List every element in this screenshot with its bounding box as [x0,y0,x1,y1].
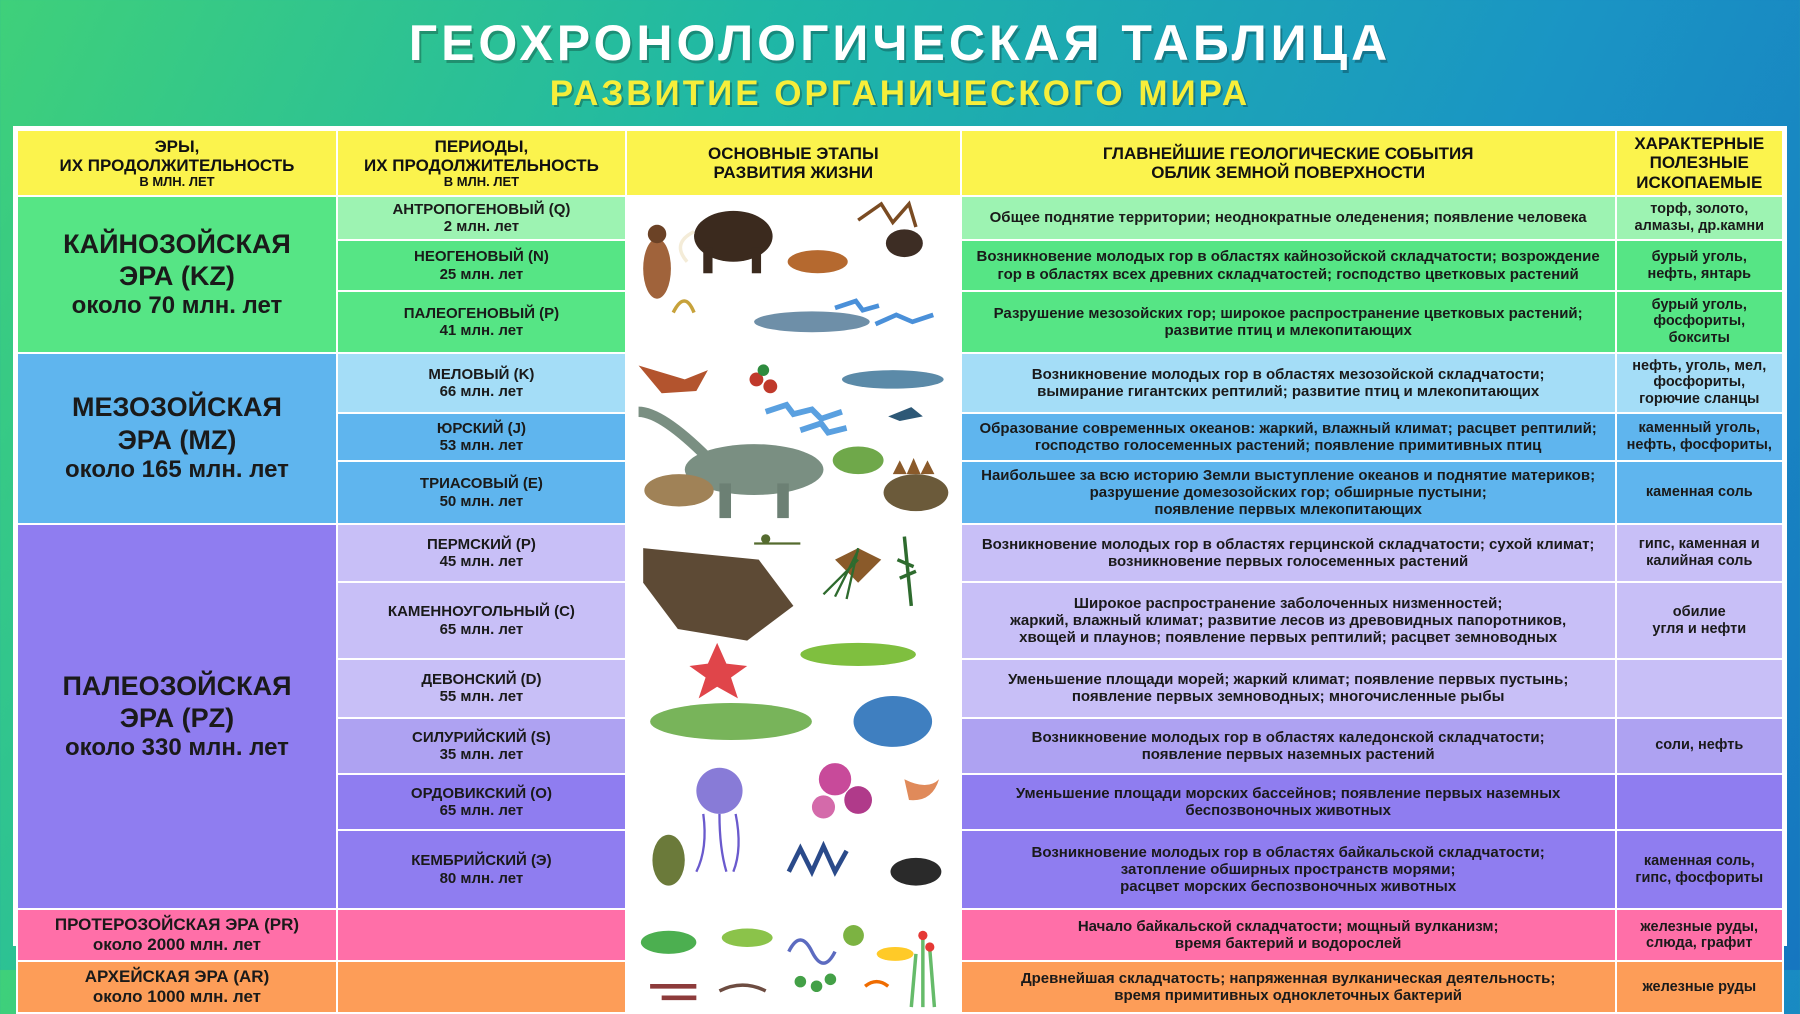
event-line: Наибольшее за всю историю Земли выступление океанов и поднятие материков; [981,466,1596,484]
paramecium-shape [641,931,696,954]
mineral-line: торф, золото, [1650,201,1749,218]
event-line: появление первых млекопитающих [1154,501,1422,519]
mineral-cell [1616,659,1783,718]
life-image-paleozoic [626,524,961,910]
period-duration: 66 млн. лет [439,382,524,400]
event-line: развитие птиц и млекопитающих [1164,321,1412,339]
header-periods-line1: ПЕРИОДЫ, [434,136,529,156]
event-line: затопление обширных пространств морями; [1120,861,1456,879]
period-cell [337,291,626,353]
jellyfish-shape [696,767,742,813]
era-ar-duration: около 1000 млн. лет [92,987,261,1007]
mineral-line: гипс, фосфориты [1635,869,1764,886]
header-events [961,130,1616,196]
era-cell-kz [17,196,337,353]
precambrian-microbes-illustration [627,910,960,1012]
header-minerals-line2: ПОЛЕЗНЫЕ [1649,153,1749,173]
period-cell [337,830,626,909]
period-cell [337,774,626,830]
event-line: появление первых наземных растений [1141,745,1435,763]
event-line: Возникновение молодых гор в областях каледонской складчатости; [1031,728,1545,746]
event-line: Начало байкальской складчатости; мощный вулканизм; [1077,917,1499,935]
header-life-line1: ОСНОВНЫЕ ЭТАПЫ [708,143,879,163]
mineral-cell [1616,240,1783,291]
event-cell [961,718,1616,774]
event-line: господство голосеменных растений; появление примитивных птиц [1034,437,1542,455]
coelacanth-shape [853,696,932,747]
mineral-line: бурый уголь, [1651,248,1747,265]
period-duration: 25 млн. лет [439,265,524,283]
event-line: Возникновение молодых гор в областях кайнозойской складчатости; возрождение [976,248,1600,266]
mineral-line: алмазы, др.камни [1634,218,1765,235]
period-cell-empty [337,909,626,961]
event-cell [961,524,1616,583]
caveman-shape [643,239,671,299]
mineral-cell [1616,961,1783,1013]
event-line: Разрушение мезозойских гор; широкое распространение цветковых растений; [993,304,1583,322]
period-duration: 80 млн. лет [439,869,524,887]
mineral-line: фосфориты, [1653,374,1746,391]
mineral-line: горючие сланцы [1639,391,1760,408]
mineral-cell [1616,291,1783,353]
mineral-line: обилие [1672,603,1726,620]
period-name: МЕЛОВЫЙ (K) [428,365,535,383]
event-line: разрушение домезозойских гор; обширные пустыни; [1089,483,1487,501]
event-line: появление первых земноводных; многочисленные рыбы [1071,688,1505,706]
mineral-line: каменная соль [1645,484,1753,501]
event-cell [961,291,1616,353]
header-minerals [1616,130,1783,196]
mineral-line: бурый уголь, [1651,296,1747,313]
era-cell-mz [17,353,337,524]
stegosaurus-shape [883,474,948,511]
event-line: время примитивных одноклеточных бактерий [1114,987,1463,1005]
mineral-line: нефть, фосфориты, [1626,437,1772,454]
header-eras-unit: В МЛН. ЛЕТ [139,173,215,189]
mineral-line: гипс, каменная и [1638,536,1760,553]
geochronology-table [16,129,1784,1014]
era-cell-pr [17,909,337,961]
header-minerals-line1: ХАРАКТЕРНЫЕ [1634,134,1765,154]
header-life [626,130,961,196]
period-name: ДЕВОНСКИЙ (D) [421,671,542,689]
geochronology-table-board [13,126,1787,1007]
event-line: Уменьшение площади морей; жаркий климат; появление первых пустынь; [1007,671,1569,689]
sea-reptile-shape [754,311,870,332]
era-cell-ar [17,961,337,1013]
period-duration: 35 млн. лет [439,745,524,763]
period-name: КЕМБРИЙСКИЙ (Э) [411,852,552,870]
period-duration: 50 млн. лет [439,492,524,510]
period-cell-empty [337,961,626,1013]
mesozoic-dinosaurs-illustration [627,354,960,523]
mineral-cell [1616,909,1783,961]
mineral-cell [1616,718,1783,774]
paleozoic-life-illustration [627,525,960,909]
era-pz-duration: около 330 млн. лет [65,734,289,762]
period-duration: 65 млн. лет [439,620,524,638]
life-image-cenozoic [626,196,961,353]
mineral-line: железные руды [1642,978,1757,995]
mineral-cell [1616,196,1783,240]
event-cell [961,240,1616,291]
plesiosaur-shape [842,370,944,388]
mineral-cell [1616,582,1783,659]
mineral-cell [1616,353,1783,413]
period-cell [337,196,626,240]
mineral-line: нефть, янтарь [1647,265,1752,282]
header-life-line2: РАЗВИТИЯ ЖИЗНИ [713,163,874,182]
event-line: расцвет морских беспозвоночных животных [1120,878,1457,896]
event-cell [961,774,1616,830]
event-line: Древнейшая складчатость; напряженная вулканическая деятельность; [1020,969,1556,987]
event-line: время бактерий и водорослей [1174,935,1402,953]
event-line: Широкое распространение заболоченных низменностей; [1073,594,1503,612]
period-name: КАМЕННОУГОЛЬНЫЙ (С) [387,603,575,621]
event-line: гор в областях всех древних складчатостей; господство цветковых растений [997,265,1579,283]
amphibian-shape [800,642,916,665]
table-row [17,353,1783,413]
mineral-line: нефть, уголь, мел, [1632,357,1767,374]
period-duration: 2 млн. лет [443,218,520,236]
era-mz-duration: около 165 млн. лет [65,456,289,484]
mineral-cell [1616,774,1783,830]
event-line: Возникновение молодых гор в областях мезозойской складчатости; [1031,365,1545,383]
header-eras-line1: ЭРЫ, [154,136,200,156]
life-image-mesozoic [626,353,961,524]
mineral-line: угля и нефти [1652,620,1747,637]
period-cell [337,413,626,462]
period-duration: 53 млн. лет [439,437,524,455]
event-line: Возникновение молодых гор в областях байкальской складчатости; [1031,843,1545,861]
period-name: ТРИАСОВЫЙ (Е) [419,475,543,493]
mineral-line: железные руды, [1640,918,1759,935]
header-eras-line2: ИХ ПРОДОЛЖИТЕЛЬНОСТЬ [59,155,295,175]
mineral-cell [1616,413,1783,462]
event-cell [961,659,1616,718]
era-pr-duration: около 2000 млн. лет [92,935,261,955]
era-mz-name: МЕЗОЗОЙСКАЯ [72,392,282,423]
event-cell [961,196,1616,240]
algae-cell [843,925,864,946]
period-name: ОРДОВИКСКИЙ (О) [410,784,552,802]
mineral-line: фосфориты, бокситы [1653,313,1746,347]
period-duration: 55 млн. лет [439,688,524,706]
page-subtitle: РАЗВИТИЕ ОРГАНИЧЕСКОГО МИРА [549,74,1251,113]
mineral-line: соли, нефть [1655,737,1744,754]
header-periods-unit: В МЛН. ЛЕТ [443,173,520,189]
period-cell [337,240,626,291]
period-name: АНТРОПОГЕНОВЫЙ (Q) [392,200,571,218]
event-line: Образование современных океанов: жаркий, влажный климат; расцвет рептилий; [979,419,1597,437]
header-eras [17,130,337,196]
period-duration: 41 млн. лет [439,321,524,339]
mineral-cell [1616,524,1783,583]
era-ar-name: АРХЕЙСКАЯ ЭРА (AR) [84,966,270,986]
event-cell [961,909,1616,961]
event-cell [961,830,1616,909]
mussel-shape [890,857,941,885]
trilobite-shape [652,834,684,885]
sauropod-shape [644,474,713,506]
period-cell [337,659,626,718]
period-cell [337,461,626,523]
event-line: Уменьшение площади морских бассейнов; появление первых наземных [1015,784,1561,802]
cenozoic-animals-illustration [627,197,960,352]
period-name: ПАЛЕОГЕНОВЫЙ (P) [403,304,560,322]
coral-shape [819,763,851,795]
event-line: Общее поднятие территории; неоднократные оледенения; появление человека [989,209,1587,227]
event-line: вымирание гигантских рептилий; развитие птиц и млекопитающих [1037,382,1540,400]
era-kz-duration: около 70 млн. лет [71,292,283,320]
era-cell-pz [17,524,337,910]
period-name: СИЛУРИЙСКИЙ (S) [412,728,551,746]
mineral-line: каменный уголь, [1638,420,1761,437]
era-kz-name: КАЙНОЗОЙСКАЯ [63,228,291,259]
period-name: ПЕРМСКИЙ (P) [427,535,536,553]
period-duration: 45 млн. лет [439,552,524,570]
theropod-shape [833,446,884,474]
event-cell [961,461,1616,523]
lobe-fin-fish-shape [650,703,812,740]
event-line: жаркий, влажный климат; развитие лесов из древовидных папоротников, [1010,612,1567,629]
sabertooth-shape [788,250,848,273]
mineral-cell [1616,830,1783,909]
header-events-line2: ОБЛИК ЗЕМНОЙ ПОВЕРХНОСТИ [1151,163,1426,182]
event-cell [961,961,1616,1013]
event-cell [961,353,1616,413]
event-line: возникновение первых голосеменных растений [1108,552,1469,570]
period-duration: 65 млн. лет [439,801,524,819]
event-cell [961,413,1616,462]
header-periods-line2: ИХ ПРОДОЛЖИТЕЛЬНОСТЬ [363,155,599,175]
mineral-line: каменная соль, [1643,852,1755,869]
mineral-line: калийная соль [1646,552,1753,569]
era-pr-name: ПРОТЕРОЗОЙСКАЯ ЭРА (PR) [54,914,300,934]
era-mz-code: ЭРА (MZ) [117,424,237,455]
event-line: беспозвоночных животных [1185,801,1391,819]
event-line: хвощей и плаунов; появление первых рептилий; расцвет земноводных [1019,629,1558,647]
period-name: НЕОГЕНОВЫЙ (N) [414,248,549,266]
period-cell [337,524,626,583]
header-events-line1: ГЛАВНЕЙШИЕ ГЕОЛОГИЧЕСКИЕ СОБЫТИЯ [1102,143,1474,163]
period-name: ЮРСКИЙ (J) [436,419,526,437]
era-kz-code: ЭРА (KZ) [119,261,235,292]
period-cell [337,718,626,774]
table-header-row [17,130,1783,196]
era-pz-code: ЭРА (PZ) [119,703,235,734]
period-cell [337,353,626,413]
period-cell [337,582,626,659]
mineral-line: слюда, графит [1646,935,1753,952]
mineral-cell [1616,461,1783,523]
event-cell [961,582,1616,659]
page-title: ГЕОХРОНОЛОГИЧЕСКАЯ ТАБЛИЦА [408,15,1392,71]
header-periods [337,130,626,196]
table-row [17,196,1783,240]
table-row [17,909,1783,961]
era-pz-name: ПАЛЕОЗОЙСКАЯ [62,670,292,701]
life-image-precambrian [626,909,961,1013]
event-line: Возникновение молодых гор в областях герцинской складчатости; сухой климат; [981,535,1595,553]
table-row [17,524,1783,583]
header-minerals-line3: ИСКОПАЕМЫЕ [1636,172,1763,192]
